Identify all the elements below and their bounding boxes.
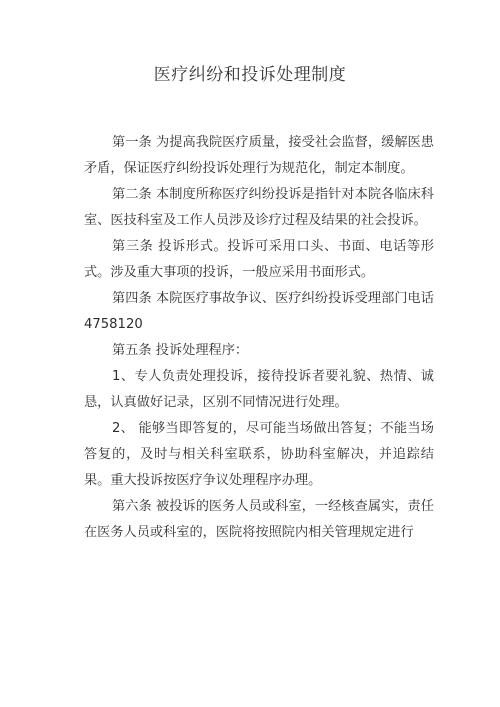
procedure-item-1: 1、专人负责处理投诉，接待投诉者要礼貌、热情、诚恳，认真做好记录，区别不同情况进行处理。 [84,369,434,410]
article-3-paragraph: 第三条 投诉形式。投诉可采用口头、书面、电话等形式。涉及重大事项的投诉，一般应采用书面形式。 [84,239,434,280]
article-1-paragraph: 第一条 为提高我院医疗质量，接受社会监督，缓解医患矛盾，保证医疗纠纷投诉处理行为规范化，制定本制度。 [84,135,434,176]
document-title: 医疗纠纷和投诉处理制度 [153,65,347,85]
article-5-paragraph: 第五条 投诉处理程序： [112,343,249,358]
article-4-paragraph: 第四条 本院医疗事故争议、医疗纠纷投诉受理部门电话 4758120 [84,291,434,332]
document-body [84,130,434,546]
article-6-paragraph: 第六条 被投诉的医务人员或科室，一经核查属实，责任在医务人员或科室的，医院将按照院内相关管理规定进行 [84,499,434,540]
article-2-paragraph: 第二条 本制度所称医疗纠纷投诉是指针对本院各临床科室、医技科室及工作人员涉及诊疗过程及结果的社会投诉。 [84,187,434,228]
procedure-item-2: 2、 能够当即答复的，尽可能当场做出答复；不能当场答复的，及时与相关科室联系，协助科室解决，并追踪结果。重大投诉按医疗争议处理程序办理。 [84,421,434,488]
